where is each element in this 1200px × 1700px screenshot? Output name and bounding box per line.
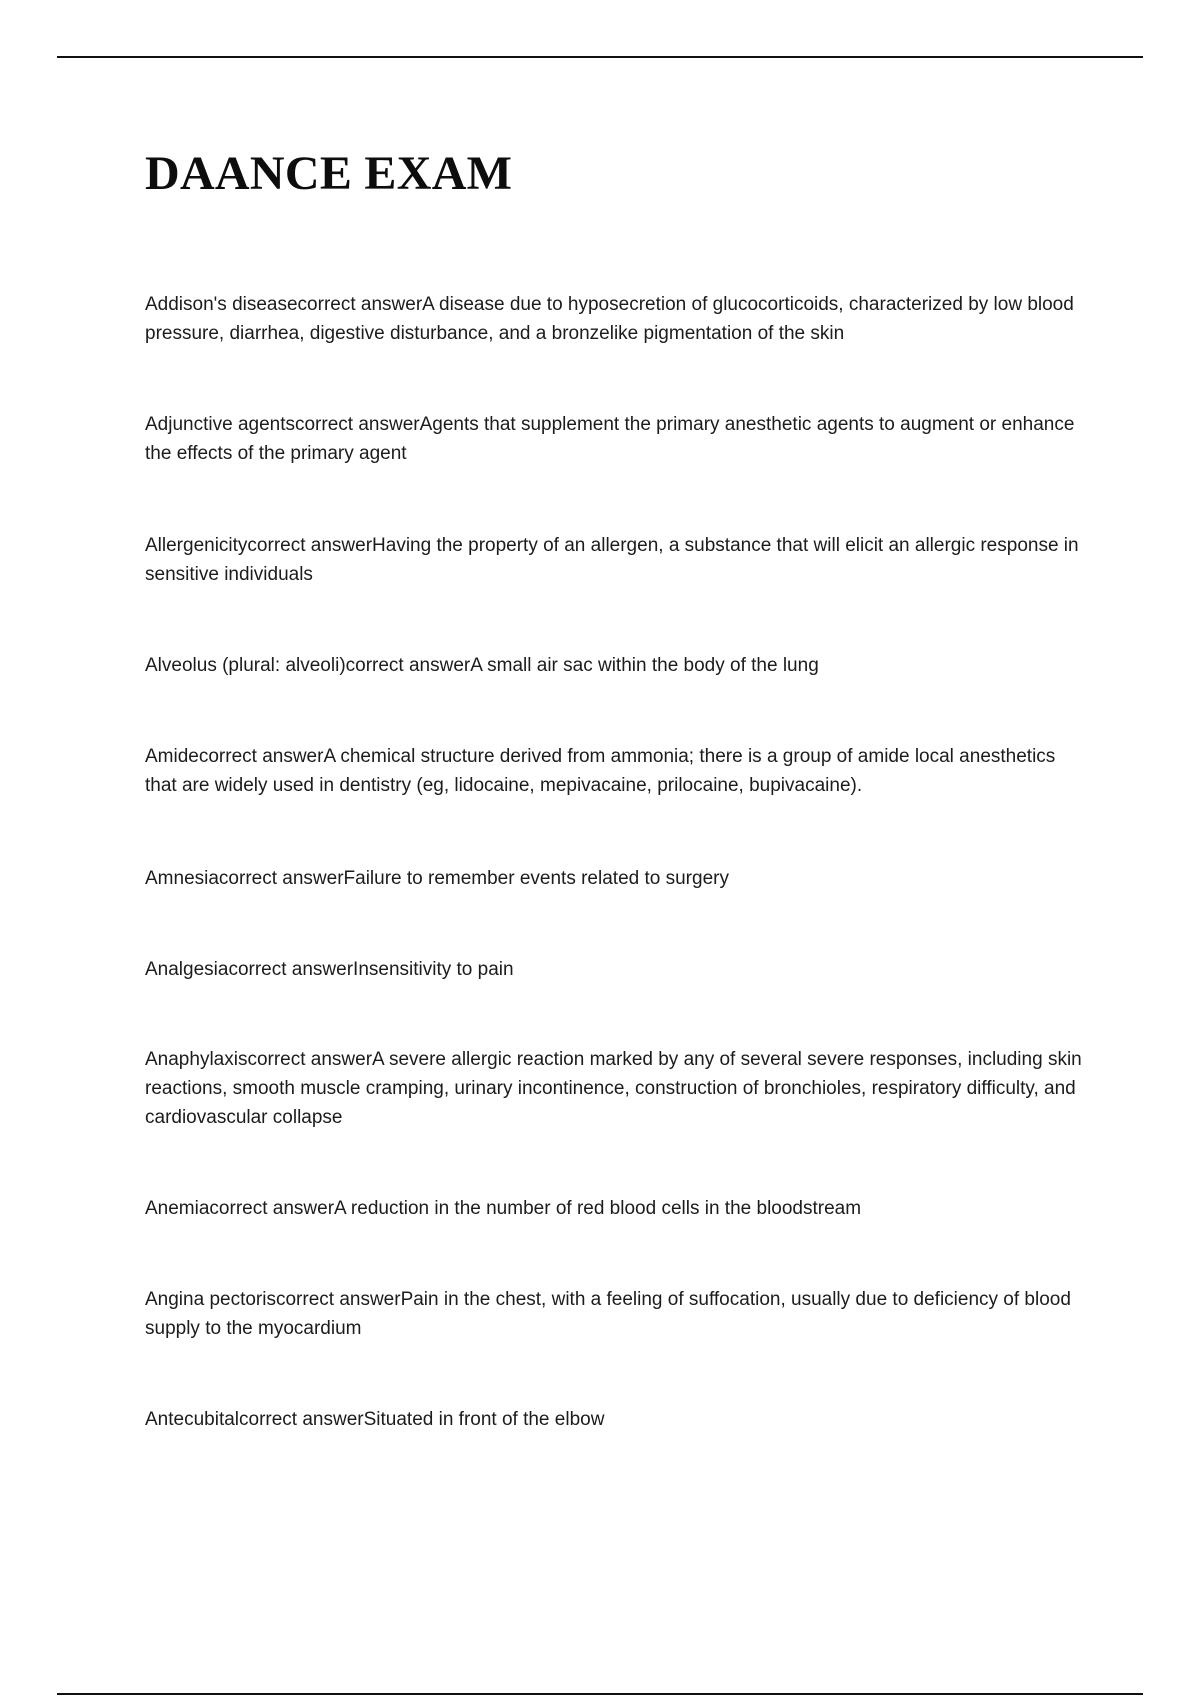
- entry-addisons-disease: Addison's diseasecorrect answerA disease due to hyposecretion of glucocorticoids, characterized by low blood pressure, diarrhea, digestive disturbance, and a bronzelike pigmentation of the skin: [145, 294, 1074, 344]
- footer-rule: [57, 1693, 1143, 1695]
- header-rule: [57, 56, 1143, 58]
- entry-alveolus: Alveolus (plural: alveoli)correct answerA small air sac within the body of the lung: [145, 655, 819, 676]
- entry-angina-pectoris: Angina pectoriscorrect answerPain in the chest, with a feeling of suffocation, usually due to deficiency of blood supply to the myocardium: [145, 1289, 1071, 1339]
- page-title: DAANCE EXAM: [145, 147, 513, 200]
- entry-anaphylaxis: Anaphylaxiscorrect answerA severe allergic reaction marked by any of several severe responses, including skin reactions, smooth muscle cramping, urinary incontinence, construction of bronchioles, respiratory difficulty, and cardiovascular collapse: [145, 1049, 1082, 1128]
- entry-amnesia: Amnesiacorrect answerFailure to remember events related to surgery: [145, 868, 729, 889]
- entry-adjunctive-agents: Adjunctive agentscorrect answerAgents that supplement the primary anesthetic agents to augment or enhance the effects of the primary agent: [145, 414, 1075, 464]
- entry-analgesia: Analgesiacorrect answerInsensitivity to pain: [145, 959, 514, 980]
- entry-allergenicity: Allergenicitycorrect answerHaving the property of an allergen, a substance that will elicit an allergic response in sensitive individuals: [145, 535, 1079, 585]
- entry-amide: Amidecorrect answerA chemical structure derived from ammonia; there is a group of amide local anesthetics that are widely used in dentistry (eg, lidocaine, mepivacaine, prilocaine, bupivacaine).: [145, 746, 1056, 796]
- entry-anemia: Anemiacorrect answerA reduction in the number of red blood cells in the bloodstream: [145, 1198, 862, 1219]
- entry-antecubital: Antecubitalcorrect answerSituated in front of the elbow: [145, 1409, 605, 1430]
